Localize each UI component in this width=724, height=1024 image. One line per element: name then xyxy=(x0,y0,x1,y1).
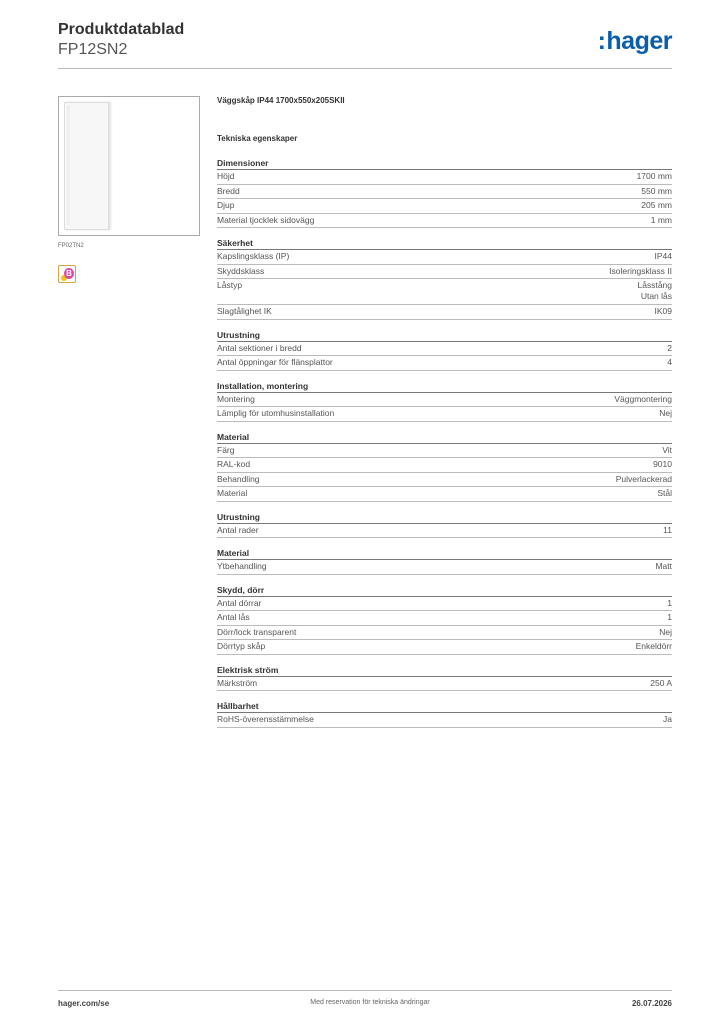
spec-value: 2 xyxy=(667,342,672,353)
spec-label: Dörr/lock transparent xyxy=(217,626,297,637)
spec-group-title: Skydd, dörr xyxy=(217,585,672,597)
spec-group xyxy=(217,512,672,539)
spec-row xyxy=(217,265,672,280)
spec-value: Nej xyxy=(659,408,672,418)
document-header xyxy=(58,20,184,60)
spec-value: Pulverlackerad xyxy=(615,473,672,484)
spec-value: 250 A xyxy=(650,677,672,688)
technical-data xyxy=(217,96,672,738)
spec-group xyxy=(217,585,672,655)
document-title: Produktdatablad xyxy=(58,21,185,38)
spec-label: Antal dörrar xyxy=(217,597,262,608)
spec-label: Ytbehandling xyxy=(217,561,267,571)
product-code: FP12SN2 xyxy=(58,41,128,58)
spec-row xyxy=(217,393,672,408)
image-caption: FP02TN2 xyxy=(58,243,84,249)
spec-label: Djup xyxy=(217,200,235,210)
spec-label: Antal öppningar för flänsplattor xyxy=(217,357,333,367)
spec-row xyxy=(217,279,672,305)
spec-row xyxy=(217,305,672,320)
spec-label: Material tjocklek sidovägg xyxy=(217,214,315,225)
footer-divider xyxy=(58,990,672,991)
hager-logo: :hager xyxy=(597,27,672,55)
spec-label: RoHS-överensstämmelse xyxy=(217,714,314,724)
product-image xyxy=(58,96,200,236)
spec-value: 205 mm xyxy=(641,200,672,210)
spec-label: Bredd xyxy=(217,185,240,196)
spec-group xyxy=(217,238,672,320)
spec-group xyxy=(217,548,672,575)
spec-group xyxy=(217,330,672,371)
spec-label: Montering xyxy=(217,393,255,404)
spec-label: Slagtålighet IK xyxy=(217,306,272,316)
spec-group xyxy=(217,701,672,728)
spec-label: Antal lås xyxy=(217,612,250,622)
spec-label: Höjd xyxy=(217,171,235,181)
spec-row xyxy=(217,342,672,357)
footer-website[interactable]: hager.com/se xyxy=(58,999,110,1008)
spec-label: Skyddsklass xyxy=(217,265,265,276)
spec-value xyxy=(638,280,673,302)
spec-row xyxy=(217,473,672,488)
spec-value: 550 mm xyxy=(641,185,672,196)
spec-label: Behandling xyxy=(217,473,260,484)
spec-group-title: Material xyxy=(217,432,672,444)
section-title: Tekniska egenskaper xyxy=(217,134,298,143)
spec-value-line: Utan lås xyxy=(640,291,672,301)
spec-group-title: Utrustning xyxy=(217,330,672,342)
footer-disclaimer: Med reservation för tekniska ändringar xyxy=(310,999,430,1006)
spec-row xyxy=(217,250,672,265)
spec-label: Märkström xyxy=(217,677,258,688)
spec-value: Enkeldörr xyxy=(635,641,672,651)
spec-label: Material xyxy=(217,488,248,498)
spec-group xyxy=(217,381,672,422)
spec-label: Antal sektioner i bredd xyxy=(217,342,302,353)
spec-value: 1 xyxy=(667,597,672,608)
spec-group-title: Utrustning xyxy=(217,512,672,524)
spec-row xyxy=(217,199,672,214)
spec-row xyxy=(217,356,672,371)
footer-date: 26.07.2026 xyxy=(631,999,672,1008)
spec-label: RAL-kod xyxy=(217,459,251,469)
spec-label: Kapslingsklass (IP) xyxy=(217,251,290,261)
spec-row xyxy=(217,611,672,626)
spec-value: Stål xyxy=(657,488,672,498)
spec-row xyxy=(217,214,672,229)
spec-value: Ja xyxy=(663,714,672,724)
spec-value: 4 xyxy=(667,357,672,367)
eco-label-icon: B xyxy=(58,265,76,283)
spec-value: 9010 xyxy=(653,459,672,469)
spec-value: IK09 xyxy=(654,306,672,316)
spec-label: Dörrtyp skåp xyxy=(217,641,266,651)
spec-row xyxy=(217,185,672,200)
spec-row xyxy=(217,524,672,539)
spec-value: 11 xyxy=(663,524,672,535)
spec-label: Låstyp xyxy=(217,280,243,290)
spec-label: Färg xyxy=(217,444,235,455)
spec-group xyxy=(217,665,672,692)
spec-group-title: Dimensioner xyxy=(217,158,672,170)
spec-label: Lämplig för utomhusinstallation xyxy=(217,408,335,418)
spec-row xyxy=(217,407,672,422)
spec-group-title: Elektrisk ström xyxy=(217,665,672,677)
spec-value: Isoleringsklass II xyxy=(609,265,672,276)
spec-row xyxy=(217,170,672,185)
spec-row xyxy=(217,640,672,655)
spec-value: Matt xyxy=(655,561,672,571)
spec-value: 1700 mm xyxy=(636,171,672,181)
spec-group xyxy=(217,158,672,228)
spec-label: Antal rader xyxy=(217,524,259,535)
spec-value-line: Låsstång xyxy=(637,280,672,290)
spec-value: 1 mm xyxy=(650,214,672,225)
spec-row xyxy=(217,626,672,641)
spec-groups xyxy=(217,158,672,728)
spec-row xyxy=(217,487,672,502)
product-name: Väggskåp IP44 1700x550x205SKII xyxy=(217,96,345,105)
spec-row xyxy=(217,560,672,575)
spec-group xyxy=(217,432,672,502)
spec-group-title: Säkerhet xyxy=(217,238,672,250)
spec-group-title: Installation, montering xyxy=(217,381,672,393)
spec-value: Nej xyxy=(659,626,672,637)
spec-group-title: Material xyxy=(217,548,672,560)
spec-row xyxy=(217,458,672,473)
header-divider xyxy=(58,68,672,69)
spec-value: 1 xyxy=(667,612,672,622)
logo-text: hager xyxy=(606,27,672,55)
spec-value: Vit xyxy=(662,444,672,455)
spec-row xyxy=(217,444,672,459)
spec-row xyxy=(217,677,672,692)
spec-value: IP44 xyxy=(654,251,672,261)
cabinet-illustration xyxy=(64,102,109,230)
spec-row xyxy=(217,713,672,728)
spec-value: Väggmontering xyxy=(614,393,672,404)
spec-row xyxy=(217,597,672,612)
spec-group-title: Hållbarhet xyxy=(217,701,672,713)
